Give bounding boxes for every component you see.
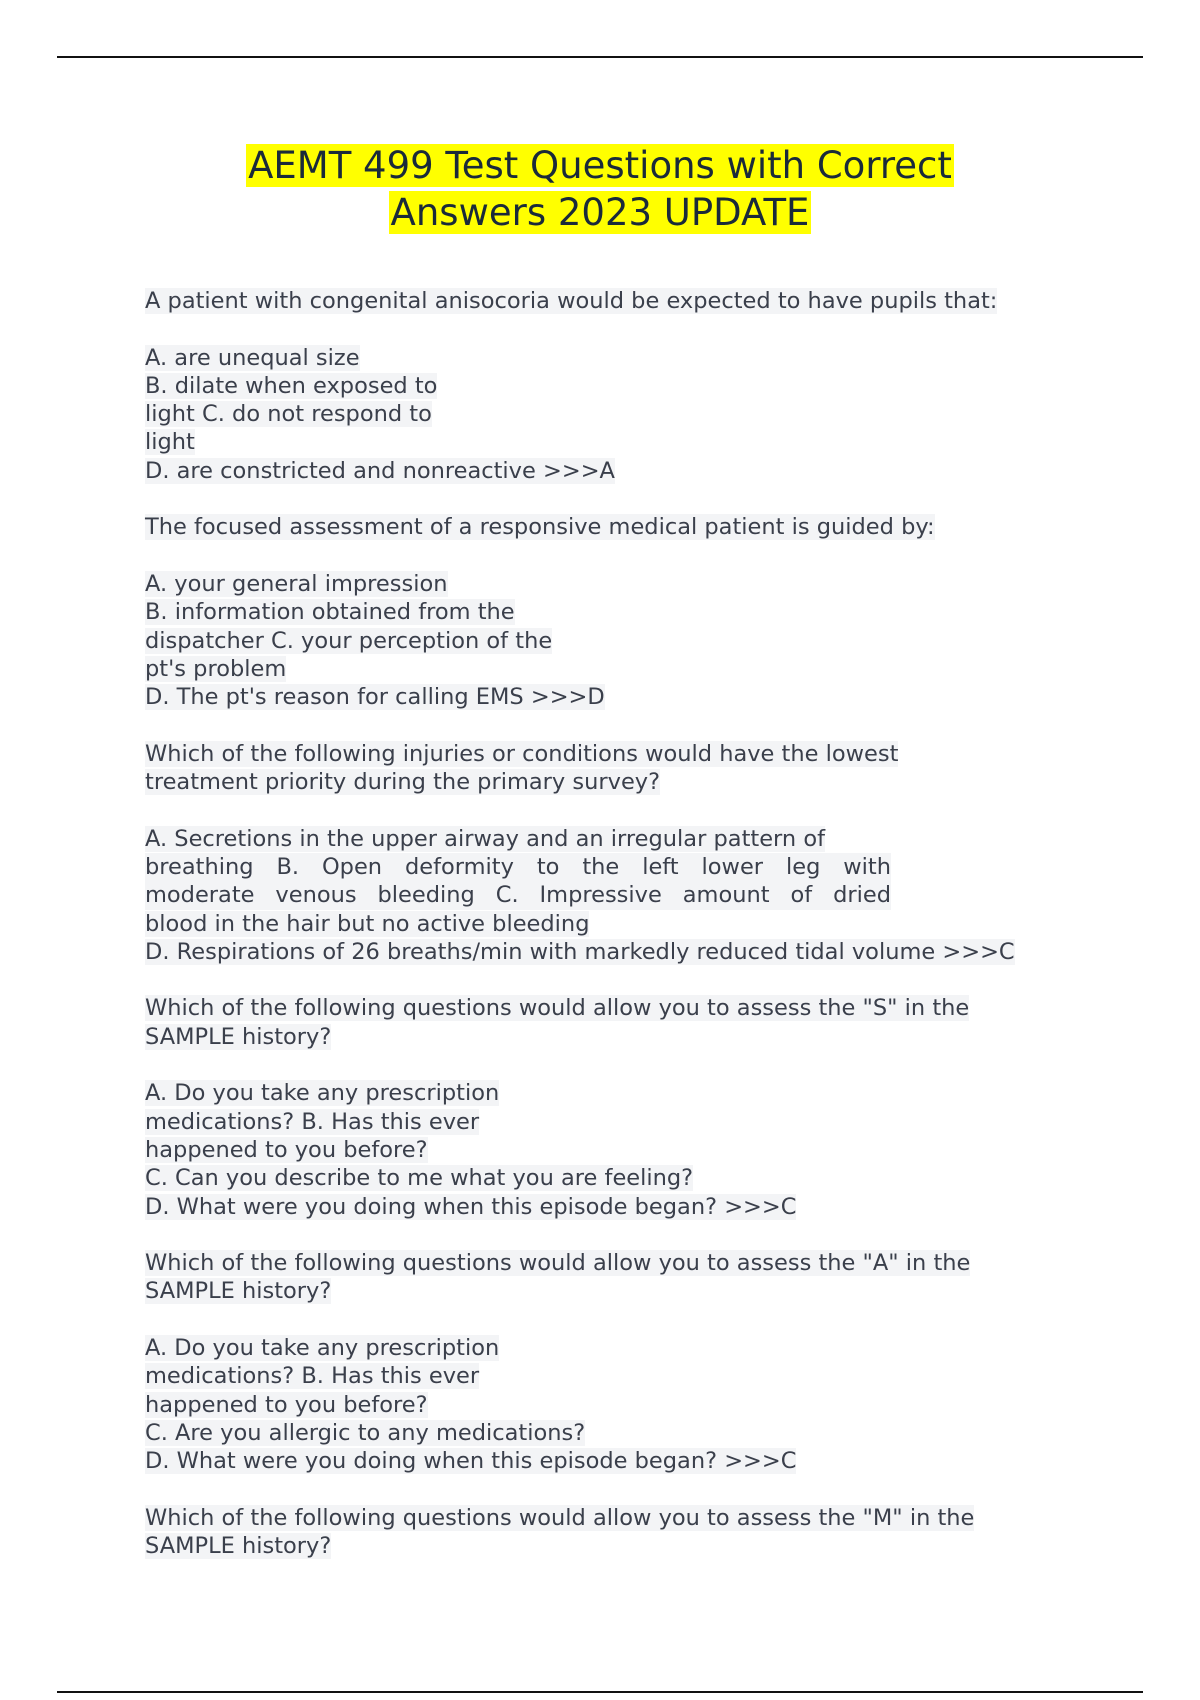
answer-option: C. Can you describe to me what you are feeling?: [145, 1165, 694, 1192]
answer-option: dispatcher C. your perception of the: [145, 627, 553, 654]
answer-option: pt's problem: [145, 655, 287, 682]
answer-option: moderate venous bleeding C. Impressive amount of dried: [145, 882, 891, 909]
question-stem: SAMPLE history?: [145, 1278, 332, 1305]
question-stem: Which of the following questions would allow you to assess the "S" in the: [145, 995, 970, 1022]
answer-option: medications? B. Has this ever: [145, 1108, 480, 1135]
question-3: [145, 740, 1105, 995]
answer-option: B. information obtained from the: [145, 599, 515, 626]
question-stem: Which of the following questions would allow you to assess the "A" in the: [145, 1250, 971, 1277]
answer-option: D. Respirations of 26 breaths/min with markedly reduced tidal volume >>>C: [145, 938, 1015, 965]
question-stem: SAMPLE history?: [145, 1533, 332, 1560]
answer-option: C. Are you allergic to any medications?: [145, 1419, 586, 1446]
answer-option: D. What were you doing when this episode began? >>>C: [145, 1448, 797, 1475]
question-stem: treatment priority during the primary survey?: [145, 769, 661, 796]
title-line-1: AEMT 499 Test Questions with Correct: [248, 144, 952, 187]
answer-option: medications? B. Has this ever: [145, 1363, 480, 1390]
question-2: [145, 513, 1105, 739]
answer-option: B. dilate when exposed to: [145, 372, 438, 399]
answer-option: breathing B. Open deformity to the left lower leg with: [145, 853, 891, 880]
answer-option: A. are unequal size: [145, 344, 360, 371]
question-stem: The focused assessment of a responsive medical patient is guided by:: [145, 514, 935, 541]
answer-option: D. The pt's reason for calling EMS >>>D: [145, 684, 605, 711]
document-title: [0, 142, 1200, 236]
answer-option: blood in the hair but no active bleeding: [145, 910, 590, 937]
question-5: [145, 1249, 1105, 1504]
question-stem: Which of the following questions would allow you to assess the "M" in the: [145, 1504, 975, 1531]
answer-option: light C. do not respond to: [145, 401, 432, 428]
answer-option: A. your general impression: [145, 570, 448, 597]
answer-option: A. Do you take any prescription: [145, 1334, 500, 1361]
answer-option: D. What were you doing when this episode began? >>>C: [145, 1193, 797, 1220]
answer-option: D. are constricted and nonreactive >>>A: [145, 457, 615, 484]
answer-option: happened to you before?: [145, 1136, 428, 1163]
answer-option: happened to you before?: [145, 1391, 428, 1418]
top-rule: [57, 56, 1143, 58]
answer-option: A. Secretions in the upper airway and an irregular pattern of: [145, 825, 826, 852]
question-stem: A patient with congenital anisocoria would be expected to have pupils that:: [145, 288, 998, 314]
question-1: [145, 287, 1105, 513]
question-4: [145, 994, 1105, 1249]
answer-option: light: [145, 429, 195, 456]
question-list: [145, 287, 1105, 1560]
answer-option: A. Do you take any prescription: [145, 1080, 500, 1107]
question-6: [145, 1504, 1105, 1561]
question-stem: SAMPLE history?: [145, 1023, 332, 1050]
question-stem: Which of the following injuries or conditions would have the lowest: [145, 740, 899, 767]
title-line-2: Answers 2023 UPDATE: [390, 191, 810, 234]
bottom-rule: [57, 1691, 1143, 1693]
